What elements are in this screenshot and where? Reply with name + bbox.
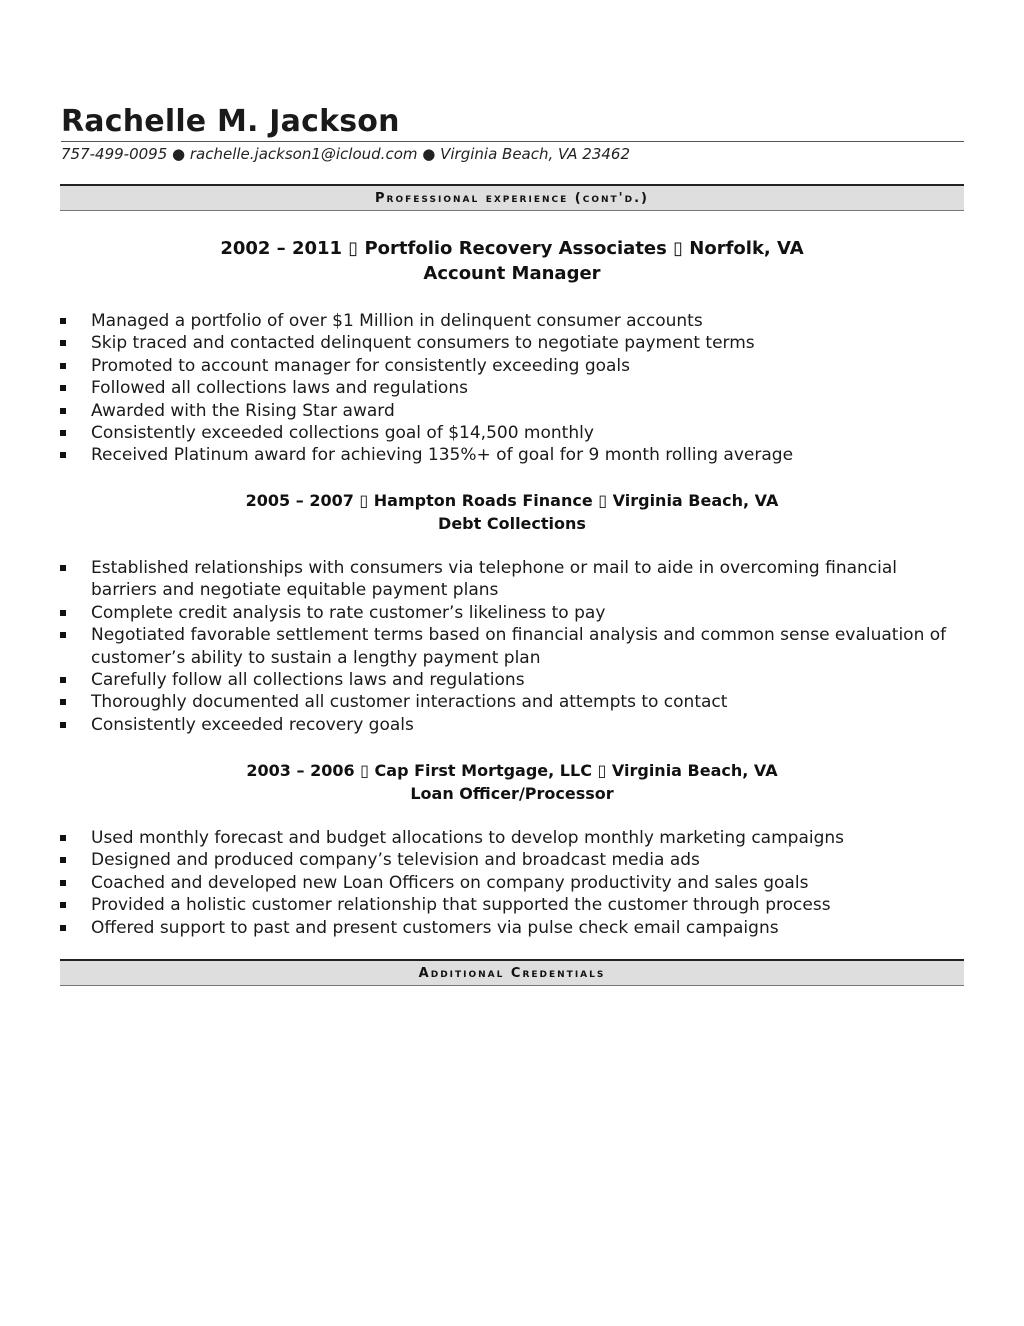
- job-title: Loan Officer/Processor: [410, 784, 614, 803]
- bullet-text: Thoroughly documented all customer interactions and attempts to contact: [91, 692, 728, 713]
- square-bullet-icon: [60, 318, 66, 324]
- list-item: [60, 669, 960, 691]
- list-item: [60, 602, 960, 624]
- square-bullet-icon: [60, 340, 66, 346]
- square-bullet-icon: [60, 385, 66, 391]
- bullet-text: Designed and produced company’s television and broadcast media ads: [91, 850, 700, 871]
- list-item: [60, 310, 960, 332]
- bullet-text: Complete credit analysis to rate customer’s likeliness to pay: [91, 602, 606, 623]
- job-header-line: 2003 – 2006 ▯ Cap First Mortgage, LLC ▯ Virginia Beach, VA: [246, 761, 778, 780]
- bullet-text: Followed all collections laws and regulations: [91, 378, 468, 399]
- list-item: [60, 827, 960, 849]
- square-bullet-icon: [60, 632, 66, 638]
- square-bullet-icon: [60, 452, 66, 458]
- list-item: [60, 894, 960, 916]
- list-item: [60, 355, 960, 377]
- bullet-text: Established relationships with consumers via telephone or mail to aide in overcoming financial barriers and negotiate equitable payment plans: [91, 558, 898, 601]
- square-bullet-icon: [60, 363, 66, 369]
- list-item: [60, 444, 960, 466]
- square-bullet-icon: [60, 408, 66, 414]
- section-header-experience: Professional experience (cont'd.): [60, 184, 964, 211]
- bullet-text: Coached and developed new Loan Officers on company productivity and sales goals: [91, 872, 809, 893]
- name-divider: [61, 141, 964, 142]
- square-bullet-icon: [60, 880, 66, 886]
- square-bullet-icon: [60, 610, 66, 616]
- job-title: Account Manager: [423, 263, 601, 284]
- list-item: [60, 624, 960, 669]
- list-item: [60, 849, 960, 871]
- job-header-cap-first: [60, 759, 964, 805]
- bullet-text: Negotiated favorable settlement terms based on financial analysis and common sense evaluation of customer’s ability to sustain a lengthy payment plan: [91, 625, 947, 668]
- job-header-hampton-roads: [60, 489, 964, 535]
- list-item: [60, 400, 960, 422]
- square-bullet-icon: [60, 677, 66, 683]
- section-header-credentials: Additional Credentials: [60, 959, 964, 986]
- job-bullets-hampton-roads: [60, 557, 960, 736]
- list-item: [60, 332, 960, 354]
- square-bullet-icon: [60, 565, 66, 571]
- job-header-line: 2005 – 2007 ▯ Hampton Roads Finance ▯ Virginia Beach, VA: [245, 491, 779, 510]
- bullet-text: Consistently exceeded recovery goals: [91, 714, 414, 735]
- job-header-portfolio-recovery: [60, 236, 964, 286]
- square-bullet-icon: [60, 925, 66, 931]
- square-bullet-icon: [60, 902, 66, 908]
- bullet-text: Skip traced and contacted delinquent consumers to negotiate payment terms: [91, 333, 755, 354]
- contact-line: 757-499-0095 ● rachelle.jackson1@icloud.com ● Virginia Beach, VA 23462: [61, 145, 631, 163]
- square-bullet-icon: [60, 722, 66, 728]
- list-item: [60, 691, 960, 713]
- list-item: [60, 422, 960, 444]
- bullet-text: Promoted to account manager for consistently exceeding goals: [91, 355, 631, 376]
- bullet-text: Used monthly forecast and budget allocations to develop monthly marketing campaigns: [91, 828, 845, 848]
- list-item: [60, 377, 960, 399]
- list-item: [60, 557, 960, 602]
- bullet-text: Awarded with the Rising Star award: [91, 400, 395, 421]
- candidate-name: Rachelle M. Jackson: [61, 104, 400, 139]
- square-bullet-icon: [60, 835, 66, 841]
- list-item: [60, 917, 960, 939]
- bullet-text: Provided a holistic customer relationship that supported the customer through process: [91, 895, 831, 916]
- bullet-text: Consistently exceeded collections goal of $14,500 monthly: [91, 423, 594, 444]
- list-item: [60, 714, 960, 736]
- job-header-line: 2002 – 2011 ▯ Portfolio Recovery Associates ▯ Norfolk, VA: [220, 238, 804, 259]
- job-bullets-portfolio-recovery: [60, 310, 960, 467]
- square-bullet-icon: [60, 430, 66, 436]
- bullet-text: Received Platinum award for achieving 135%+ of goal for 9 month rolling average: [91, 445, 794, 466]
- bullet-text: Carefully follow all collections laws and regulations: [91, 670, 525, 691]
- job-title: Debt Collections: [438, 514, 586, 533]
- square-bullet-icon: [60, 857, 66, 863]
- square-bullet-icon: [60, 699, 66, 705]
- bullet-text: Managed a portfolio of over $1 Million in delinquent consumer accounts: [91, 311, 703, 331]
- bullet-text: Offered support to past and present customers via pulse check email campaigns: [91, 917, 779, 938]
- job-bullets-cap-first: [60, 827, 960, 939]
- list-item: [60, 872, 960, 894]
